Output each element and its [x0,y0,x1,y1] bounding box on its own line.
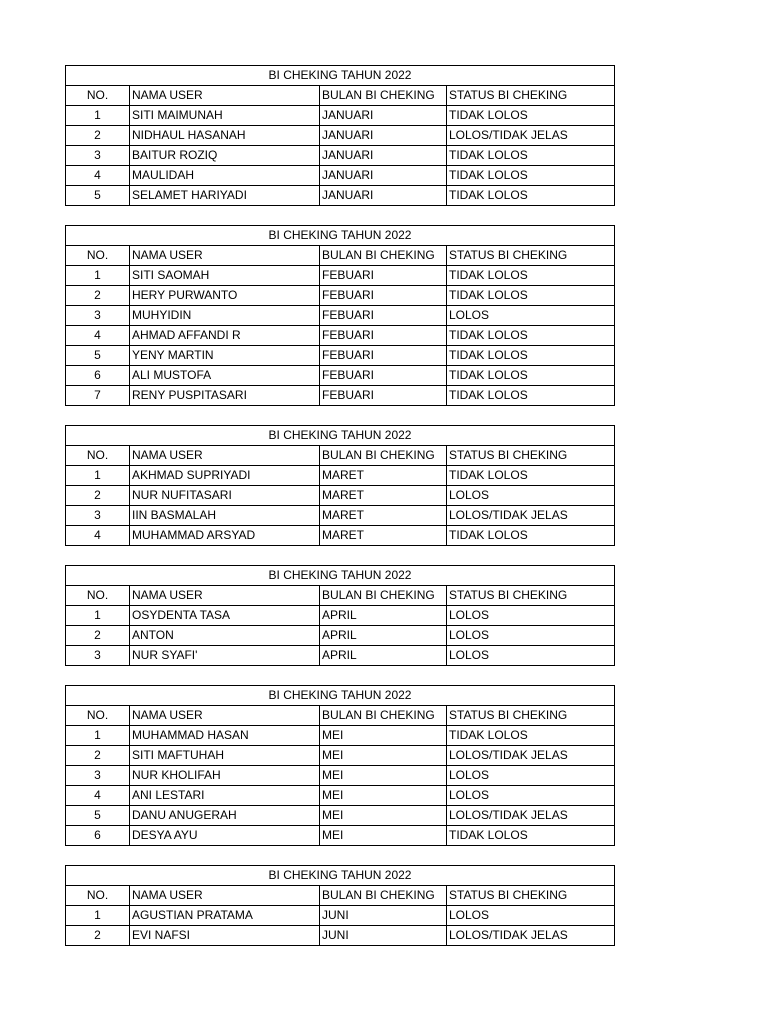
status-cell: LOLOS/TIDAK JELAS [447,926,615,946]
table-row [66,146,615,166]
header-bulan: BULAN BI CHEKING [320,886,447,906]
no-cell: 1 [66,106,130,126]
status-cell: TIDAK LOLOS [447,186,615,206]
no-cell: 5 [66,806,130,826]
name-cell: SITI MAFTUHAH [130,746,320,766]
name-cell: HERY PURWANTO [130,286,320,306]
status-cell: TIDAK LOLOS [447,366,615,386]
month-cell: FEBUARI [320,346,447,366]
table-title: BI CHEKING TAHUN 2022 [66,686,615,706]
month-cell: FEBUARI [320,306,447,326]
table-row [66,386,615,406]
no-cell: 2 [66,486,130,506]
month-cell: MEI [320,726,447,746]
month-cell: JANUARI [320,166,447,186]
status-cell: LOLOS/TIDAK JELAS [447,806,615,826]
name-cell: OSYDENTA TASA [130,606,320,626]
month-cell: MARET [320,526,447,546]
table-title-row [66,686,615,706]
month-cell: MEI [320,826,447,846]
header-bulan: BULAN BI CHEKING [320,86,447,106]
no-cell: 1 [66,726,130,746]
table-row [66,286,615,306]
name-cell: AKHMAD SUPRIYADI [130,466,320,486]
name-cell: RENY PUSPITASARI [130,386,320,406]
name-cell: ANI LESTARI [130,786,320,806]
table-row [66,526,615,546]
no-cell: 2 [66,926,130,946]
no-cell: 2 [66,286,130,306]
table-header-row [66,246,615,266]
name-cell: MUHAMMAD HASAN [130,726,320,746]
header-nama-user: NAMA USER [130,886,320,906]
bi-checking-table [65,425,615,546]
name-cell: BAITUR ROZIQ [130,146,320,166]
name-cell: MUHYIDIN [130,306,320,326]
status-cell: TIDAK LOLOS [447,106,615,126]
header-no: NO. [66,706,130,726]
month-cell: FEBUARI [320,386,447,406]
name-cell: AHMAD AFFANDI R [130,326,320,346]
status-cell: TIDAK LOLOS [447,726,615,746]
table-title: BI CHEKING TAHUN 2022 [66,426,615,446]
no-cell: 4 [66,786,130,806]
status-cell: TIDAK LOLOS [447,386,615,406]
table-header-row [66,706,615,726]
status-cell: LOLOS [447,766,615,786]
header-nama-user: NAMA USER [130,446,320,466]
table-row [66,786,615,806]
header-nama-user: NAMA USER [130,706,320,726]
table-title-row [66,426,615,446]
status-cell: LOLOS/TIDAK JELAS [447,126,615,146]
header-bulan: BULAN BI CHEKING [320,586,447,606]
table-row [66,306,615,326]
table-header-row [66,446,615,466]
month-cell: APRIL [320,646,447,666]
month-cell: JUNI [320,906,447,926]
month-cell: MEI [320,746,447,766]
no-cell: 4 [66,166,130,186]
status-cell: TIDAK LOLOS [447,326,615,346]
table-row [66,166,615,186]
table-row [66,766,615,786]
header-no: NO. [66,446,130,466]
month-cell: MARET [320,466,447,486]
table-row [66,726,615,746]
table-row [66,346,615,366]
no-cell: 1 [66,606,130,626]
no-cell: 1 [66,266,130,286]
no-cell: 1 [66,466,130,486]
month-cell: MEI [320,766,447,786]
name-cell: DESYA AYU [130,826,320,846]
table-title-row [66,66,615,86]
name-cell: IIN BASMALAH [130,506,320,526]
header-bulan: BULAN BI CHEKING [320,706,447,726]
no-cell: 4 [66,326,130,346]
table-row [66,806,615,826]
header-no: NO. [66,246,130,266]
status-cell: LOLOS [447,906,615,926]
name-cell: DANU ANUGERAH [130,806,320,826]
month-cell: APRIL [320,606,447,626]
name-cell: NIDHAUL HASANAH [130,126,320,146]
status-cell: TIDAK LOLOS [447,166,615,186]
bi-checking-table [65,865,615,946]
status-cell: LOLOS/TIDAK JELAS [447,506,615,526]
no-cell: 3 [66,506,130,526]
month-cell: JANUARI [320,186,447,206]
header-status: STATUS BI CHEKING [447,446,615,466]
month-cell: FEBUARI [320,366,447,386]
no-cell: 1 [66,906,130,926]
table-row [66,646,615,666]
header-bulan: BULAN BI CHEKING [320,446,447,466]
table-row [66,486,615,506]
month-cell: FEBUARI [320,266,447,286]
name-cell: SITI SAOMAH [130,266,320,286]
name-cell: SELAMET HARIYADI [130,186,320,206]
table-title: BI CHEKING TAHUN 2022 [66,66,615,86]
month-cell: JUNI [320,926,447,946]
name-cell: NUR NUFITASARI [130,486,320,506]
table-row [66,466,615,486]
header-no: NO. [66,586,130,606]
header-no: NO. [66,886,130,906]
header-nama-user: NAMA USER [130,246,320,266]
name-cell: ANTON [130,626,320,646]
name-cell: AGUSTIAN PRATAMA [130,906,320,926]
status-cell: TIDAK LOLOS [447,466,615,486]
name-cell: SITI MAIMUNAH [130,106,320,126]
month-cell: MEI [320,806,447,826]
table-row [66,186,615,206]
header-nama-user: NAMA USER [130,86,320,106]
name-cell: ALI MUSTOFA [130,366,320,386]
month-cell: JANUARI [320,106,447,126]
table-row [66,906,615,926]
table-row [66,126,615,146]
no-cell: 2 [66,746,130,766]
status-cell: LOLOS [447,646,615,666]
header-no: NO. [66,86,130,106]
no-cell: 2 [66,126,130,146]
table-row [66,606,615,626]
status-cell: TIDAK LOLOS [447,286,615,306]
table-row [66,506,615,526]
month-cell: MEI [320,786,447,806]
no-cell: 3 [66,146,130,166]
header-bulan: BULAN BI CHEKING [320,246,447,266]
status-cell: TIDAK LOLOS [447,146,615,166]
table-row [66,626,615,646]
header-nama-user: NAMA USER [130,586,320,606]
table-title-row [66,866,615,886]
table-header-row [66,586,615,606]
month-cell: FEBUARI [320,286,447,306]
no-cell: 5 [66,186,130,206]
table-title: BI CHEKING TAHUN 2022 [66,226,615,246]
status-cell: LOLOS [447,786,615,806]
month-cell: JANUARI [320,146,447,166]
month-cell: FEBUARI [320,326,447,346]
status-cell: TIDAK LOLOS [447,346,615,366]
name-cell: MAULIDAH [130,166,320,186]
table-row [66,746,615,766]
table-row [66,926,615,946]
header-status: STATUS BI CHEKING [447,586,615,606]
bi-checking-tables [65,65,614,965]
name-cell: NUR KHOLIFAH [130,766,320,786]
bi-checking-table [65,225,615,406]
status-cell: TIDAK LOLOS [447,266,615,286]
month-cell: MARET [320,486,447,506]
no-cell: 4 [66,526,130,546]
bi-checking-table [65,65,615,206]
no-cell: 2 [66,626,130,646]
name-cell: YENY MARTIN [130,346,320,366]
table-row [66,366,615,386]
no-cell: 7 [66,386,130,406]
table-header-row [66,886,615,906]
table-title: BI CHEKING TAHUN 2022 [66,866,615,886]
header-status: STATUS BI CHEKING [447,886,615,906]
no-cell: 3 [66,646,130,666]
table-title: BI CHEKING TAHUN 2022 [66,566,615,586]
no-cell: 3 [66,306,130,326]
no-cell: 6 [66,366,130,386]
status-cell: LOLOS [447,606,615,626]
table-row [66,266,615,286]
header-status: STATUS BI CHEKING [447,86,615,106]
header-status: STATUS BI CHEKING [447,246,615,266]
status-cell: LOLOS [447,486,615,506]
status-cell: LOLOS/TIDAK JELAS [447,746,615,766]
bi-checking-table [65,565,615,666]
table-title-row [66,226,615,246]
status-cell: LOLOS [447,306,615,326]
month-cell: APRIL [320,626,447,646]
status-cell: LOLOS [447,626,615,646]
no-cell: 5 [66,346,130,366]
name-cell: NUR SYAFI' [130,646,320,666]
no-cell: 3 [66,766,130,786]
status-cell: TIDAK LOLOS [447,826,615,846]
no-cell: 6 [66,826,130,846]
status-cell: TIDAK LOLOS [447,526,615,546]
table-header-row [66,86,615,106]
name-cell: EVI NAFSI [130,926,320,946]
header-status: STATUS BI CHEKING [447,706,615,726]
month-cell: JANUARI [320,126,447,146]
table-row [66,326,615,346]
table-row [66,106,615,126]
bi-checking-table [65,685,615,846]
table-title-row [66,566,615,586]
table-row [66,826,615,846]
name-cell: MUHAMMAD ARSYAD [130,526,320,546]
month-cell: MARET [320,506,447,526]
